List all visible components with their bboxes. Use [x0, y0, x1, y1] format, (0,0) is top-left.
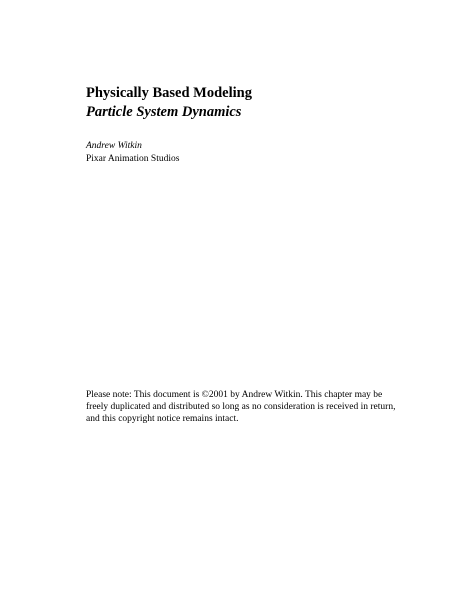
copyright-note	[86, 389, 396, 425]
copyright-note-line: freely duplicated and distributed so long as no consideration is received in return,	[86, 402, 396, 412]
author-affiliation: Pixar Animation Studios	[86, 154, 180, 164]
copyright-note-line: Please note: This document is ©2001 by Andrew Witkin. This chapter may be	[86, 390, 383, 400]
author-name: Andrew Witkin	[86, 141, 142, 151]
author-block	[86, 140, 406, 166]
copyright-note-line: and this copyright notice remains intact.	[86, 414, 239, 424]
document-title: Physically Based Modeling	[86, 85, 252, 101]
document-subtitle: Particle System Dynamics	[86, 104, 242, 120]
title-block	[86, 84, 406, 122]
